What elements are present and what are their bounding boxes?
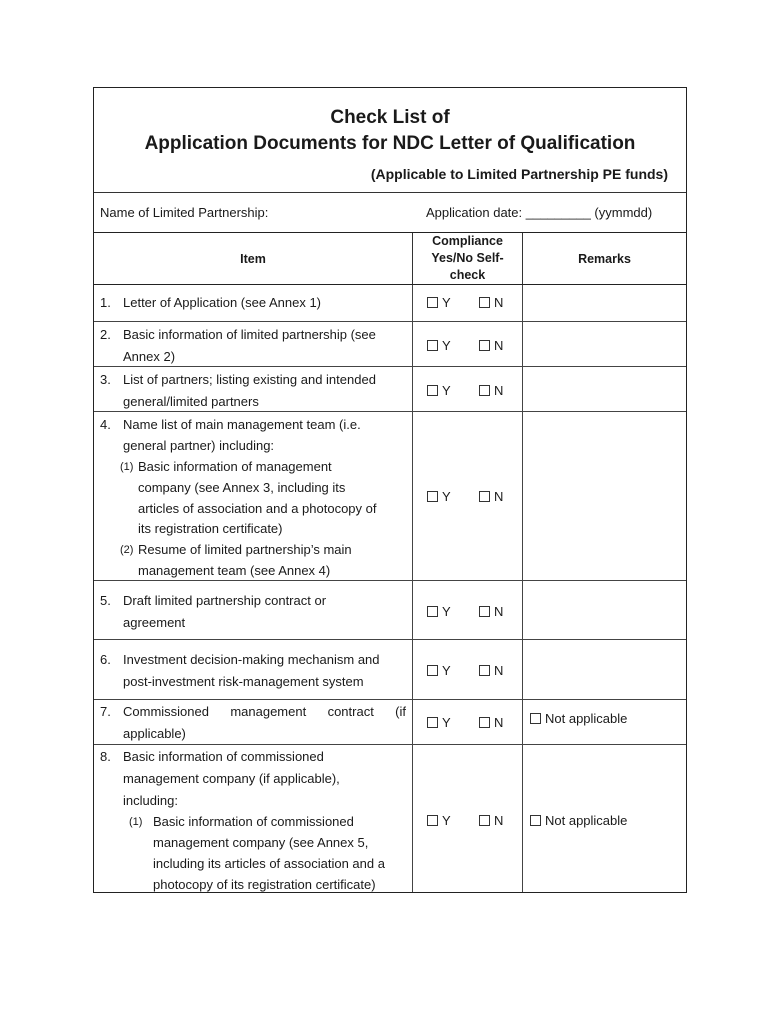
yes-checkbox[interactable] (427, 663, 451, 678)
checklist-document (93, 87, 687, 893)
no-label: N (494, 715, 504, 730)
table-row (94, 412, 686, 581)
header-compliance-line: Compliance (432, 234, 503, 248)
sub-item-text: Basic information of commissioned (153, 814, 354, 829)
item-text: management company (if applicable), (123, 771, 340, 786)
sub-item-text: Resume of limited partnership’s main (138, 542, 352, 557)
item-number: 6. (100, 652, 111, 667)
header-item: Item (240, 251, 266, 266)
item-word: contract (327, 704, 374, 719)
yes-checkbox[interactable] (427, 383, 451, 398)
compliance-cell (412, 700, 523, 744)
checkbox-icon (479, 385, 490, 396)
item-word: management (230, 704, 307, 719)
compliance-cell (412, 322, 523, 366)
checkbox-icon (530, 815, 541, 826)
application-date-label: Application date: _________ (yymmdd) (426, 205, 653, 220)
item-text: agreement (123, 615, 186, 630)
table-row (94, 745, 686, 892)
no-label: N (494, 604, 504, 619)
no-checkbox[interactable] (479, 663, 503, 678)
item-text: applicable) (123, 726, 186, 741)
sub-item-text: management team (see Annex 4) (138, 563, 331, 578)
checkbox-icon (427, 665, 438, 676)
no-checkbox[interactable] (479, 604, 503, 619)
yes-checkbox[interactable] (427, 295, 451, 310)
item-text: Annex 2) (123, 349, 176, 364)
checkbox-icon (479, 717, 490, 728)
yes-label: Y (442, 715, 451, 730)
no-label: N (494, 383, 504, 398)
compliance-cell (412, 640, 523, 699)
remarks-cell (523, 745, 686, 892)
item-number: 1. (100, 295, 111, 310)
sub-item-text: Basic information of management (138, 459, 332, 474)
item-cell (94, 581, 412, 639)
remarks-cell (523, 322, 686, 366)
item-text: Investment decision-making mechanism and (123, 652, 380, 667)
yes-label: Y (442, 489, 451, 504)
checkbox-icon (479, 665, 490, 676)
no-checkbox[interactable] (479, 338, 503, 353)
checkbox-icon (427, 297, 438, 308)
item-word: Commissioned (123, 704, 209, 719)
remarks-cell (523, 700, 686, 744)
compliance-cell (412, 367, 523, 411)
table-header (94, 232, 686, 285)
title-block (94, 88, 686, 193)
checkbox-icon (479, 815, 490, 826)
not-applicable-label: Not applicable (545, 711, 628, 726)
item-number: 5. (100, 593, 111, 608)
info-row (94, 192, 686, 232)
item-number: 7. (100, 704, 111, 719)
item-text: List of partners; listing existing and intended (123, 372, 376, 387)
remarks-cell (523, 367, 686, 411)
compliance-cell (412, 412, 523, 580)
yes-label: Y (442, 813, 451, 828)
item-number: 4. (100, 417, 111, 432)
title-subtitle: (Applicable to Limited Partnership PE funds) (370, 166, 668, 182)
item-number: 3. (100, 372, 111, 387)
item-cell (94, 367, 412, 411)
table-row (94, 322, 686, 367)
no-label: N (494, 813, 504, 828)
item-text: Draft limited partnership contract or (123, 593, 327, 608)
no-checkbox[interactable] (479, 489, 503, 504)
sub-item-number: (2) (120, 544, 134, 556)
item-text (123, 704, 406, 719)
table-row (94, 640, 686, 700)
checkbox-icon (427, 340, 438, 351)
item-cell (94, 700, 412, 744)
compliance-cell (412, 745, 523, 892)
header-compliance-line: check (449, 268, 486, 282)
yes-checkbox[interactable] (427, 715, 451, 730)
header-remarks: Remarks (578, 251, 631, 266)
yes-checkbox[interactable] (427, 489, 451, 504)
checkbox-icon (479, 297, 490, 308)
remarks-cell (523, 640, 686, 699)
no-label: N (494, 663, 504, 678)
not-applicable-checkbox[interactable] (530, 711, 627, 726)
item-text: post-investment risk-management system (123, 674, 364, 689)
title-line-1: Check List of (330, 107, 450, 128)
checkbox-icon (427, 491, 438, 502)
table-row (94, 581, 686, 640)
item-text: including: (123, 793, 178, 808)
item-cell (94, 285, 412, 321)
item-text: general/limited partners (123, 394, 259, 409)
sub-item-number: (1) (120, 461, 134, 473)
item-text: Letter of Application (see Annex 1) (123, 295, 322, 310)
remarks-cell (523, 581, 686, 639)
sub-item-text: including its articles of association and a (153, 856, 385, 871)
yes-label: Y (442, 604, 451, 619)
sub-item-text: articles of association and a photocopy of (138, 501, 377, 516)
no-label: N (494, 295, 504, 310)
compliance-cell (412, 581, 523, 639)
title-line-2: Application Documents for NDC Letter of Qualification (144, 133, 636, 154)
yes-checkbox[interactable] (427, 338, 451, 353)
yes-label: Y (442, 338, 451, 353)
item-number: 8. (100, 749, 111, 764)
yes-label: Y (442, 295, 451, 310)
item-cell (94, 640, 412, 699)
item-cell (94, 322, 412, 366)
yes-label: Y (442, 663, 451, 678)
item-number: 2. (100, 327, 111, 342)
no-label: N (494, 489, 504, 504)
sub-item-text: photocopy of its registration certificate) (153, 877, 376, 892)
table-row (94, 700, 686, 745)
sub-item-number: (1) (129, 816, 143, 828)
compliance-cell (412, 285, 523, 321)
sub-item-text: management company (see Annex 5, (153, 835, 369, 850)
yes-label: Y (442, 383, 451, 398)
item-cell (94, 745, 412, 892)
checkbox-icon (427, 606, 438, 617)
yes-checkbox[interactable] (427, 604, 451, 619)
table-row (94, 285, 686, 322)
item-text: Basic information of limited partnership (see (123, 327, 376, 342)
no-label: N (494, 338, 504, 353)
checkbox-icon (479, 491, 490, 502)
header-compliance (412, 233, 523, 284)
remarks-cell (523, 412, 686, 580)
no-checkbox[interactable] (479, 295, 503, 310)
not-applicable-checkbox[interactable] (530, 813, 627, 828)
checkbox-icon (427, 717, 438, 728)
no-checkbox[interactable] (479, 813, 503, 828)
item-text: general partner) including: (123, 438, 275, 453)
checkbox-icon (479, 606, 490, 617)
checkbox-icon (479, 340, 490, 351)
yes-checkbox[interactable] (427, 813, 451, 828)
no-checkbox[interactable] (479, 715, 503, 730)
checkbox-icon (427, 385, 438, 396)
no-checkbox[interactable] (479, 383, 503, 398)
item-cell (94, 412, 412, 580)
checkbox-icon (427, 815, 438, 826)
header-compliance-line: Yes/No Self- (431, 251, 504, 265)
item-word: (if (395, 704, 406, 719)
item-text: Name list of main management team (i.e. (123, 417, 361, 432)
item-text: Basic information of commissioned (123, 749, 324, 764)
table-row (94, 367, 686, 412)
not-applicable-label: Not applicable (545, 813, 628, 828)
partnership-name-label: Name of Limited Partnership: (100, 205, 269, 220)
remarks-cell (523, 285, 686, 321)
sub-item-text: company (see Annex 3, including its (138, 480, 346, 495)
sub-item-text: its registration certificate) (138, 521, 283, 536)
checkbox-icon (530, 713, 541, 724)
